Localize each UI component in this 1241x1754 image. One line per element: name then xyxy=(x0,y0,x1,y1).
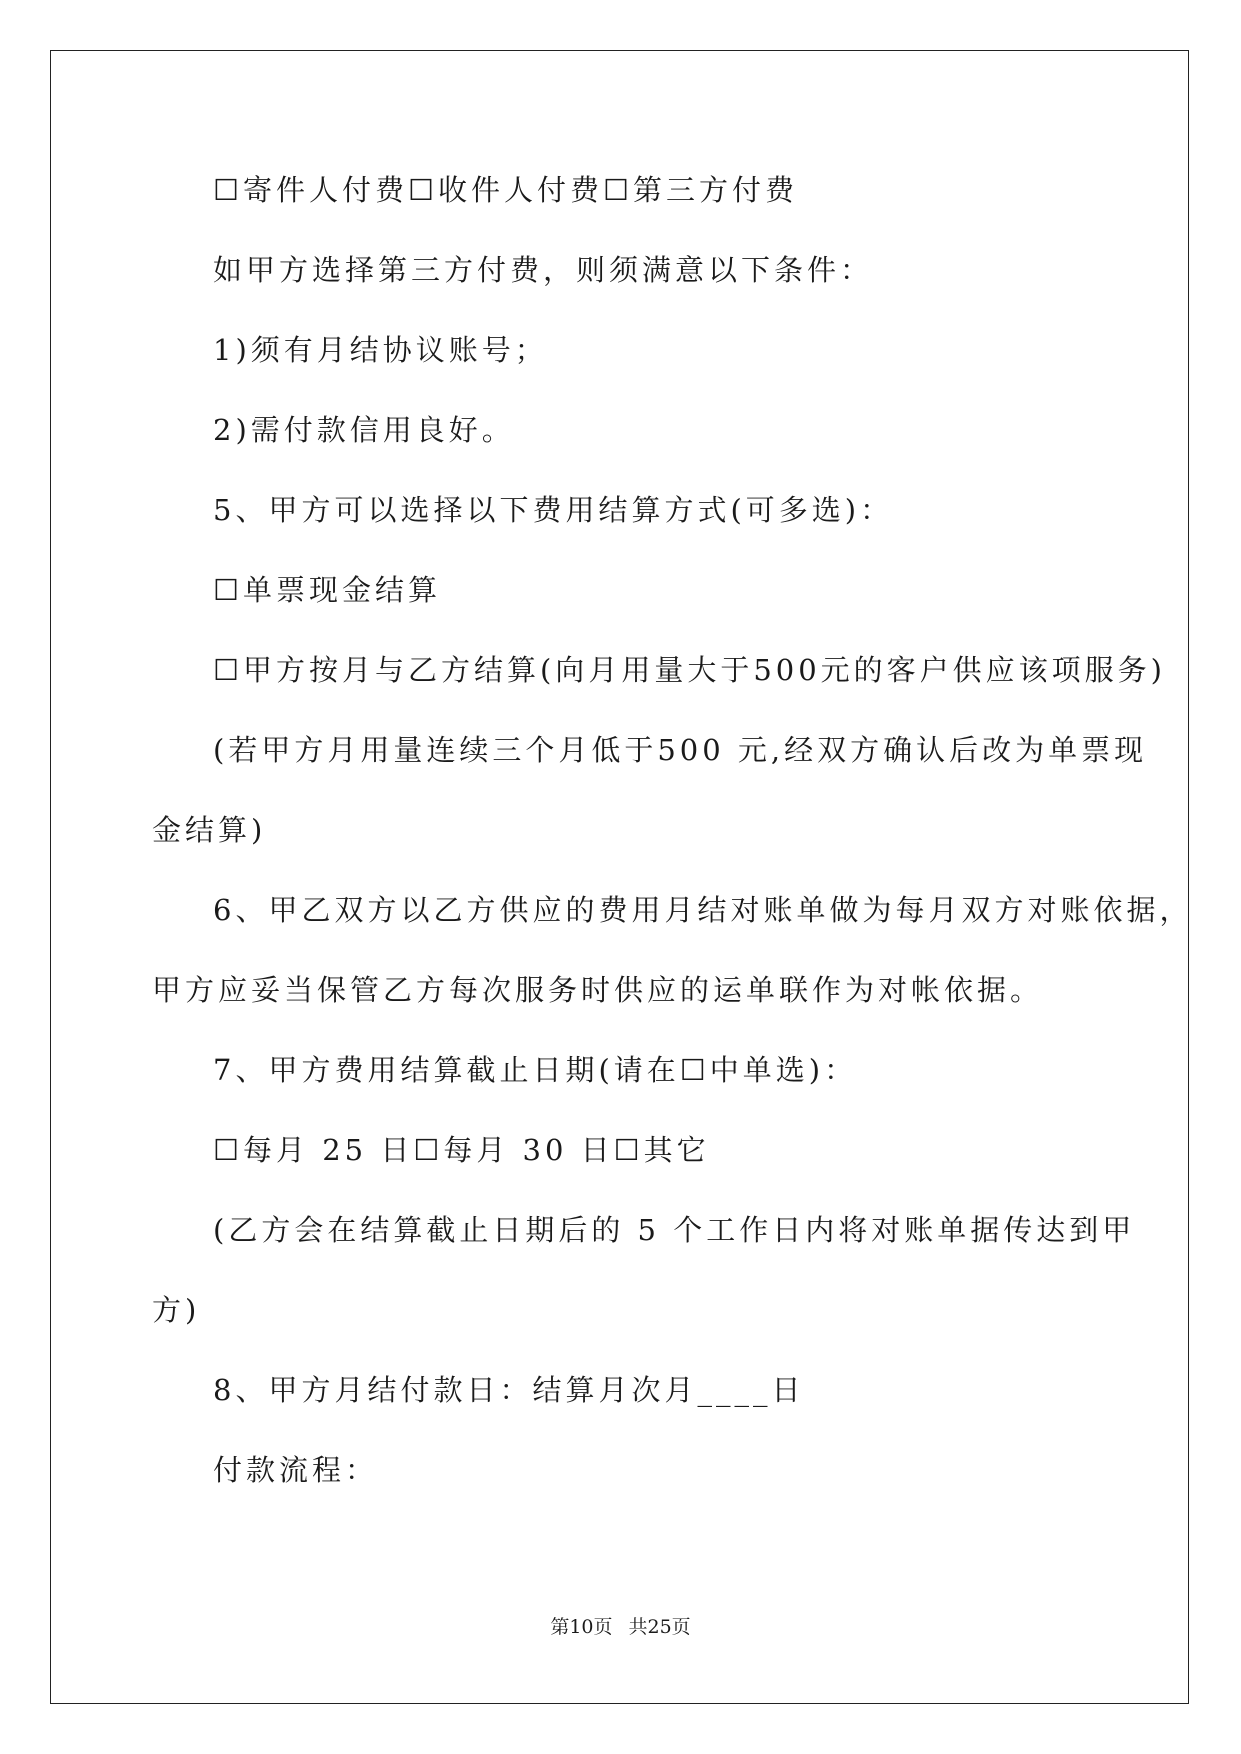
payer-options-line: ☐寄件人付费☐收件人付费☐第三方付费 xyxy=(213,173,798,207)
condition-2-line: 2)需付款信用良好。 xyxy=(213,413,515,447)
monthly-settlement-option-line: ☐甲方按月与乙方结算(向月用量大于500元的客户供应该项服务) xyxy=(213,653,1166,687)
page-footer xyxy=(0,1618,1241,1637)
monthly-note-line-1: (若甲方月用量连续三个月低于500 元,经双方确认后改为单票现 xyxy=(213,733,1148,767)
clause-7-line: 7、甲方费用结算截止日期(请在☐中单选)： xyxy=(213,1053,858,1087)
payment-process-line: 付款流程： xyxy=(213,1453,379,1487)
statement-note-line-1: (乙方会在结算截止日期后的 5 个工作日内将对账单据传达到甲 xyxy=(213,1213,1136,1247)
condition-1-line: 1)须有月结协议账号； xyxy=(213,333,548,367)
clause-8-line: 8、甲方月结付款日：结算月次月____日 xyxy=(213,1373,805,1407)
single-cash-option-line: ☐单票现金结算 xyxy=(213,573,441,607)
clause-5-line: 5、甲方可以选择以下费用结算方式(可多选)： xyxy=(213,493,894,527)
statement-note-line-2: 方) xyxy=(152,1293,201,1327)
cutoff-date-options-line: ☐每月 25 日☐每月 30 日☐其它 xyxy=(213,1133,710,1167)
clause-6-line-1: 6、甲乙双方以乙方供应的费用月结对账单做为每月双方对账依据， xyxy=(213,893,1193,927)
clause-6-line-2: 甲方应妥当保管乙方每次服务时供应的运单联作为对帐依据。 xyxy=(152,973,1044,1007)
monthly-note-line-2: 金结算) xyxy=(152,813,267,847)
third-party-condition-line: 如甲方选择第三方付费，则须满意以下条件： xyxy=(213,253,874,287)
page-total: 共25页 xyxy=(628,1616,691,1638)
page-number: 第10页 xyxy=(550,1616,613,1638)
